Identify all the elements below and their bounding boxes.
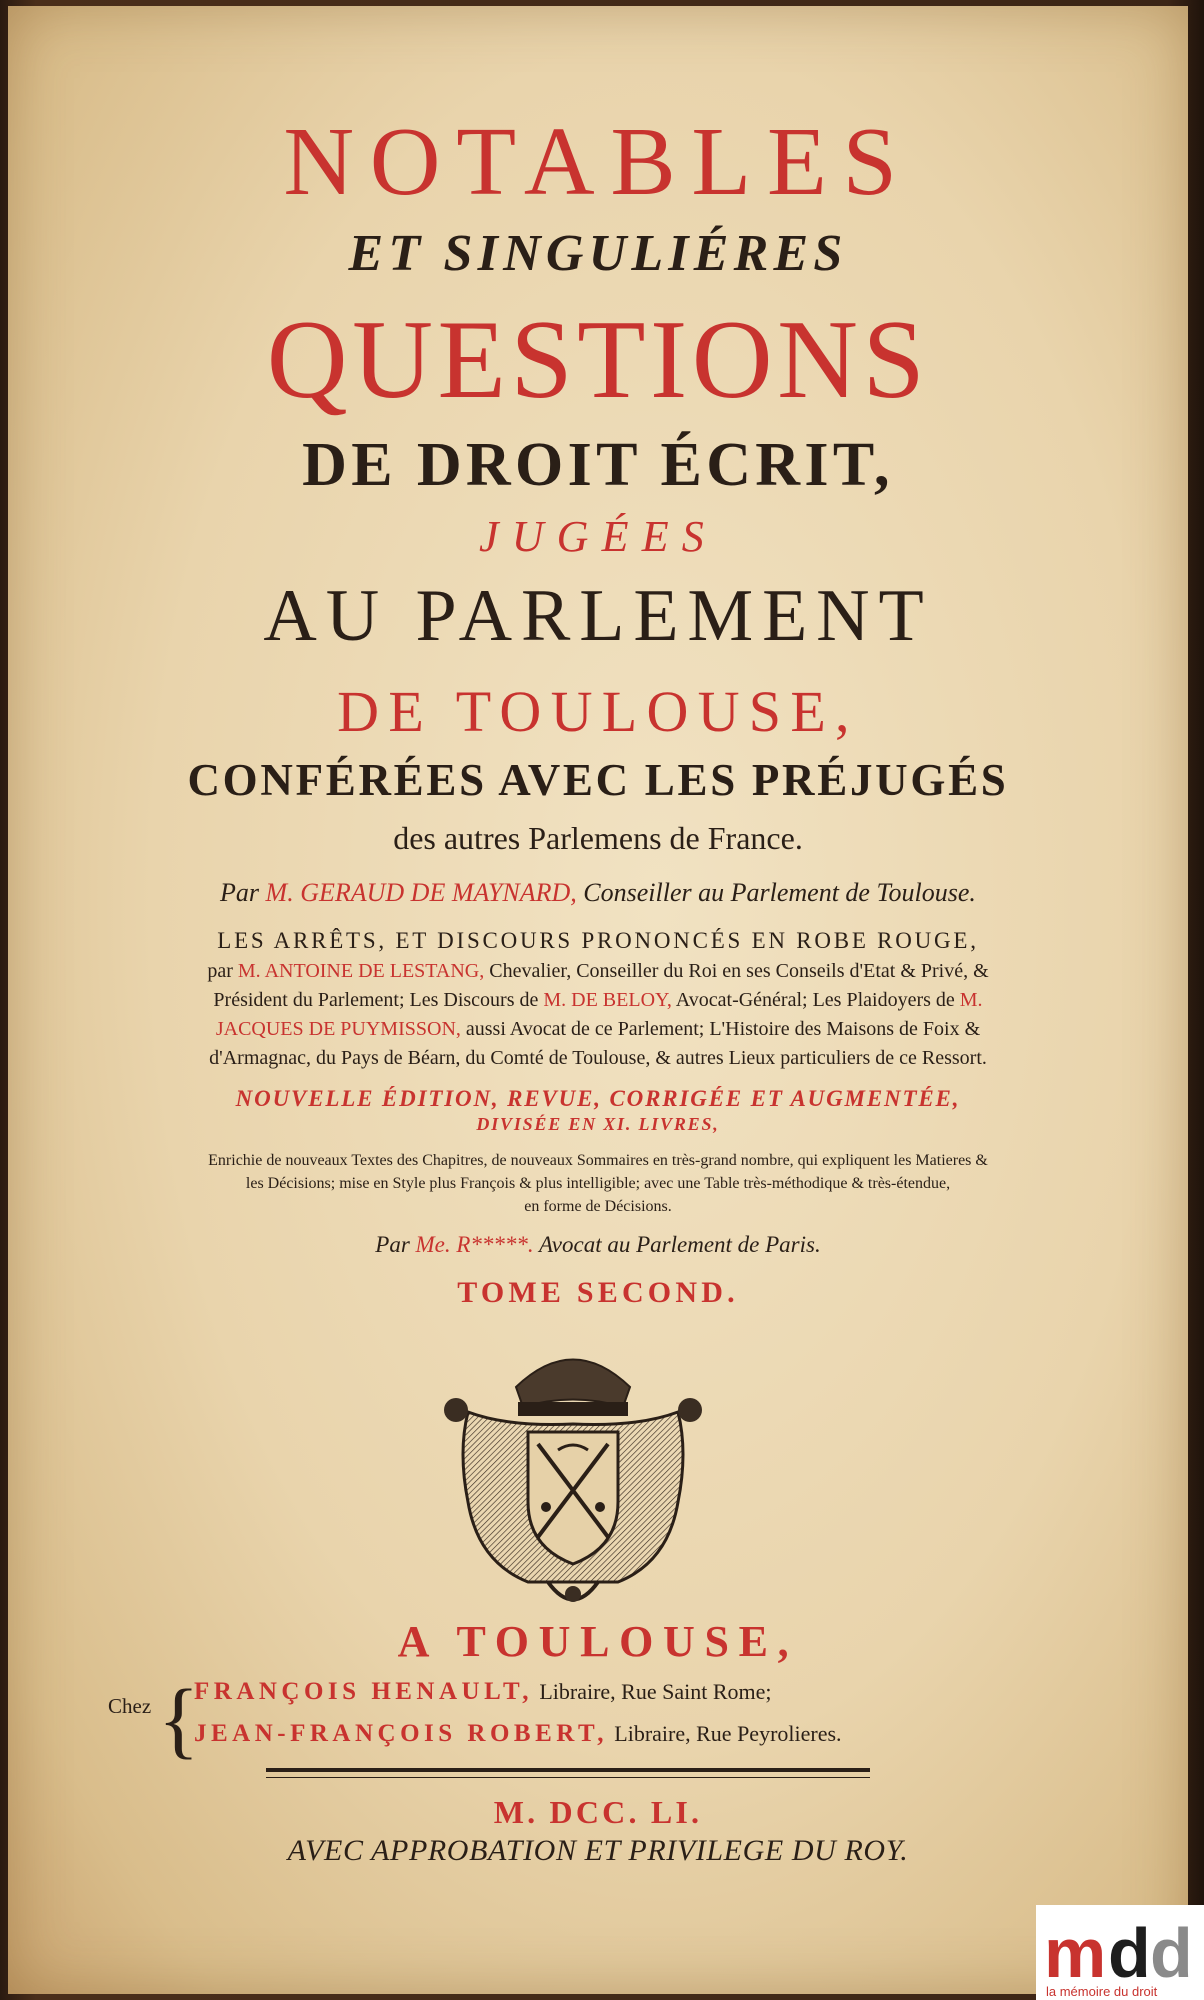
title-de-toulouse: DE TOULOUSE, [337, 679, 859, 744]
author-role: Conseiller au Parlement de Toulouse. [583, 878, 976, 907]
editor-name: Me. R*****. [415, 1232, 534, 1257]
author-prefix: Par [220, 878, 260, 907]
tome-label: TOME SECOND. [457, 1276, 739, 1309]
contents-line-3 [8, 989, 1188, 1012]
title-notables: NOTABLES [283, 108, 913, 216]
watermark-tagline: la mémoire du droit [1046, 1984, 1158, 1999]
imprint-year: M. DCC. LI. [493, 1794, 703, 1830]
svg-text:d: d [1150, 1914, 1193, 1992]
enrich-line-2: les Décisions; mise en Style plus François & plus intelligible; avec une Table très-méthodique & très-étendue, [245, 1175, 951, 1192]
title-conferees: CONFÉRÉES AVEC LES PRÉJUGÉS [187, 755, 1009, 805]
editor-prefix: Par [375, 1232, 410, 1257]
svg-text:d: d [1108, 1914, 1151, 1992]
contents-line-1: LES ARRÊTS, ET DISCOURS PRONONCÉS EN ROBE ROUGE, [217, 928, 979, 953]
contents-line-5: d'Armagnac, du Pays de Béarn, du Comté de Toulouse, & autres Lieux particuliers de ce Ressort. [209, 1047, 987, 1069]
contents-chevalier: Chevalier, Conseiller du Roi en ses Conseils d'Etat & Privé, & [489, 960, 989, 982]
seller-1-name: FRANÇOIS HENAULT, [194, 1678, 534, 1705]
title-jugees: JUGÉES [478, 512, 718, 561]
imprint-rule-thick [266, 1768, 870, 1772]
svg-text:m: m [1044, 1914, 1107, 1992]
author-line [8, 878, 1188, 908]
contents-president: Président du Parlement; Les Discours de [213, 989, 539, 1011]
edition-line-2: DIVISÉE EN XI. LIVRES, [476, 1114, 720, 1134]
contents-puymisson: JACQUES DE PUYMISSON, [215, 1018, 461, 1040]
title-questions: QUESTIONS [266, 298, 930, 422]
seller-2-name: JEAN-FRANÇOIS ROBERT, [194, 1720, 609, 1747]
title-autres-parlemens: des autres Parlemens de France. [393, 820, 803, 856]
imprint-city: A TOULOUSE, [397, 1617, 799, 1666]
seller-1 [194, 1678, 771, 1706]
title-au-parlement: AU PARLEMENT [263, 575, 933, 657]
contents-m: M. [959, 989, 983, 1011]
title-page [8, 6, 1188, 1994]
editor-line [8, 1232, 1188, 1258]
coat-of-arms-icon [438, 1332, 708, 1632]
contents-line-2 [8, 960, 1188, 983]
enrich-line-1: Enrichie de nouveaux Textes des Chapitres, de nouveaux Sommaires en très-grand nombre, qui expliquent les Matieres & [208, 1152, 988, 1169]
enrich-line-3: en forme de Décisions. [524, 1198, 672, 1215]
contents-lestang: M. ANTOINE DE LESTANG, [237, 960, 485, 982]
seller-2 [194, 1720, 842, 1748]
seller-2-address: Libraire, Rue Peyrolieres. [614, 1721, 842, 1746]
editor-role: Avocat au Parlement de Paris. [539, 1232, 821, 1257]
title-singulieres: ET SINGULIÉRES [348, 225, 848, 282]
brace-icon: { [158, 1671, 200, 1767]
contents-avocat-general: Avocat-Général; Les Plaidoyers de [675, 989, 955, 1011]
contents-par: par [207, 960, 233, 982]
seller-1-address: Libraire, Rue Saint Rome; [539, 1679, 772, 1704]
imprint-chez: Chez [108, 1694, 152, 1718]
imprint-rule-thin [266, 1777, 870, 1778]
title-droit-ecrit: DE DROIT ÉCRIT, [302, 431, 894, 499]
contents-beloy: M. DE BELOY, [543, 989, 672, 1011]
contents-line-4 [8, 1018, 1188, 1041]
author-name: M. GERAUD DE MAYNARD, [265, 878, 577, 907]
contents-histoire: aussi Avocat de ce Parlement; L'Histoire des Maisons de Foix & [465, 1018, 981, 1040]
imprint-privilege: AVEC APPROBATION ET PRIVILEGE DU ROY. [287, 1834, 909, 1867]
edition-line-1: NOUVELLE ÉDITION, REVUE, CORRIGÉE ET AUGMENTÉE, [235, 1086, 961, 1111]
